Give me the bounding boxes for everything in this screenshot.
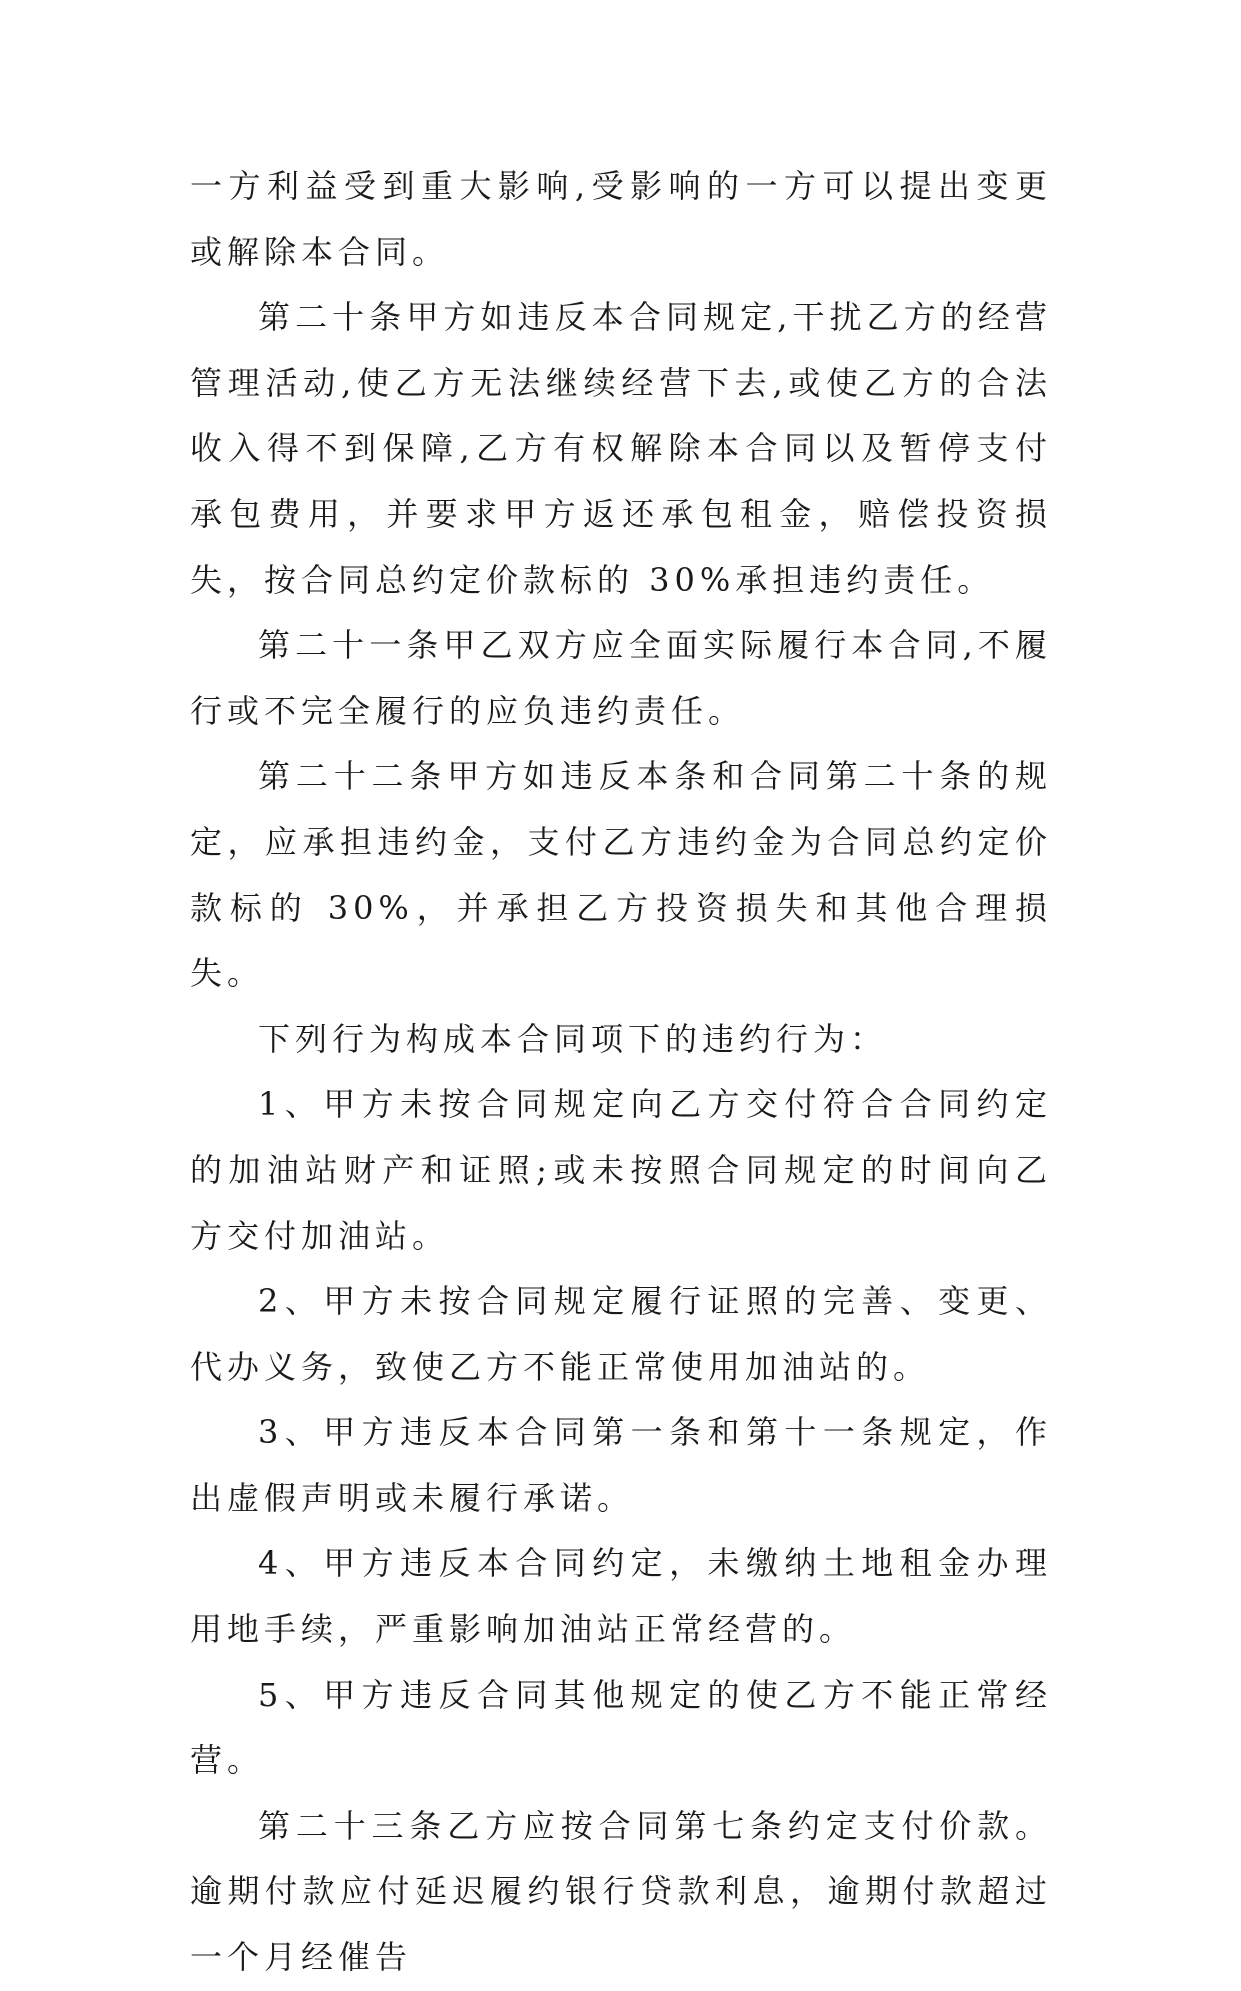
paragraph-breach-intro: 下列行为构成本合同项下的违约行为： bbox=[258, 1019, 888, 1058]
contract-text-body bbox=[190, 154, 1052, 1991]
list-item-breach-1: 1、甲方未按合同规定向乙方交付符合合同约定的加油站财产和证照;或未按照合同规定的时间向乙方交付加油站。 bbox=[190, 1085, 1052, 1255]
list-item-breach-5: 5、甲方违反合同其他规定的使乙方不能正常经营。 bbox=[190, 1675, 1052, 1780]
paragraph-article-21: 第二十一条甲乙双方应全面实际履行本合同,不履行或不完全履行的应负违约责任。 bbox=[190, 626, 1052, 730]
list-item-breach-4: 4、甲方违反本合同约定，未缴纳土地租金办理用地手续，严重影响加油站正常经营的。 bbox=[190, 1544, 1052, 1649]
paragraph-article-23: 第二十三条乙方应按合同第七条约定支付价款。逾期付款应付延迟履约银行贷款利息，逾期付款超过一个月经催告 bbox=[190, 1806, 1052, 1977]
list-item-breach-2: 2、甲方未按合同规定履行证照的完善、变更、代办义务，致使乙方不能正常使用加油站的。 bbox=[190, 1282, 1052, 1386]
paragraph-article-22: 第二十二条甲方如违反本条和合同第二十条的规定，应承担违约金，支付乙方违约金为合同总约定价款标的 30%，并承担乙方投资损失和其他合理损失。 bbox=[190, 757, 1052, 993]
paragraph-continuation: 一方利益受到重大影响,受影响的一方可以提出变更或解除本合同。 bbox=[190, 167, 1052, 271]
paragraph-article-20: 第二十条甲方如违反本合同规定,干扰乙方的经营管理活动,使乙方无法继续经营下去,或使乙方的合法收入得不到保障,乙方有权解除本合同以及暂停支付承包费用，并要求甲方返还承包租金，赔偿投资损失，按合同总约定价款标的 30%承担违约责任。 bbox=[190, 298, 1052, 599]
list-item-breach-3: 3、甲方违反本合同第一条和第十一条规定，作出虚假声明或未履行承诺。 bbox=[190, 1413, 1052, 1517]
